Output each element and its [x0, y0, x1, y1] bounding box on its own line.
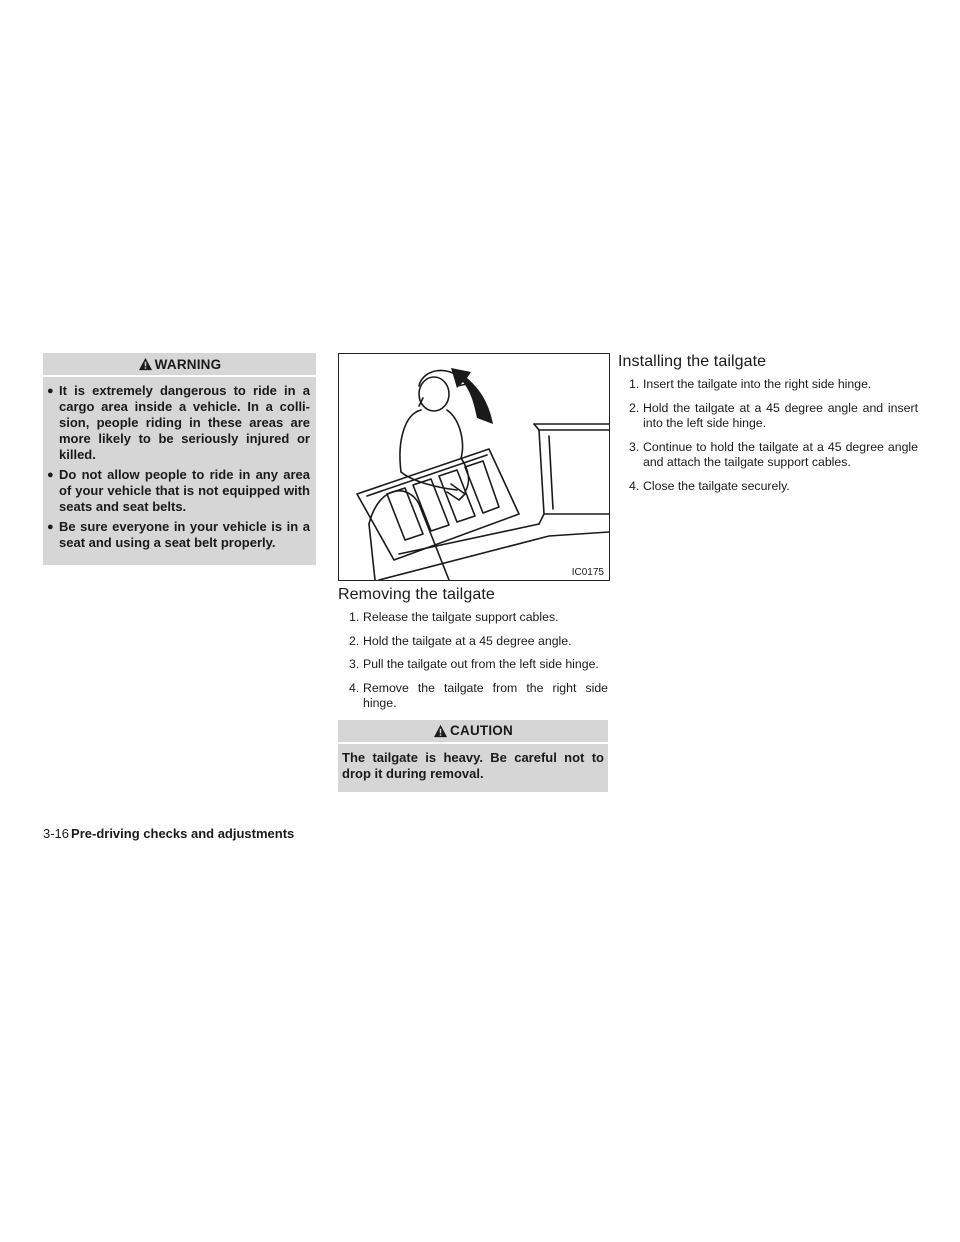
- warning-header: [43, 353, 316, 377]
- bullet-icon: ●: [47, 385, 54, 397]
- caution-header: [338, 720, 608, 744]
- step-item: 1. Release the tailgate support cables.: [349, 610, 559, 624]
- warning-heading: WARNING: [154, 356, 222, 372]
- middle-column: [338, 353, 608, 792]
- left-column: [43, 353, 316, 565]
- step-item: 4. Close the tailgate securely.: [629, 478, 790, 493]
- caution-box: [338, 720, 608, 792]
- page-footer: [43, 826, 294, 841]
- warning-box: [43, 353, 316, 565]
- step-item: 3. Continue to hold the tailgate at a 45 degree angle and attach the tailgate support cables.: [629, 439, 918, 469]
- page-number: 3-16: [43, 826, 70, 841]
- installing-steps: [618, 377, 918, 494]
- step-item: 4. Remove the tailgate from the right side hinge.: [349, 680, 608, 710]
- caution-heading: CAUTION: [450, 723, 513, 738]
- warning-item: ● It is extremely dangerous to ride in a cargo area inside a vehicle. In a colli-sion, people riding in these areas are more likely to be seriously injured or killed.: [47, 383, 310, 462]
- caution-text: The tailgate is heavy. Be careful not to drop it during removal.: [342, 749, 604, 781]
- bullet-icon: ●: [47, 521, 54, 533]
- bullet-icon: ●: [47, 469, 54, 481]
- tailgate-drawing: [339, 354, 609, 580]
- figure-code: IC0175: [571, 567, 604, 578]
- removing-title: Removing the tailgate: [338, 586, 495, 603]
- tailgate-illustration: [338, 353, 610, 581]
- right-column: [618, 353, 918, 502]
- step-item: 2. Hold the tailgate at a 45 degree angle.: [349, 633, 572, 648]
- warning-triangle-icon: [138, 357, 153, 371]
- warning-item: ● Be sure everyone in your vehicle is in a seat and using a seat belt properly.: [47, 519, 310, 550]
- removing-steps: [338, 610, 608, 712]
- caution-triangle-icon: [433, 724, 448, 738]
- step-item: 2. Hold the tailgate at a 45 degree angle and insert into the left side hinge.: [629, 400, 918, 430]
- chapter-title: Pre-driving checks and adjustments: [71, 826, 295, 841]
- step-item: 3. Pull the tailgate out from the left side hinge.: [349, 657, 599, 671]
- installing-title: Installing the tailgate: [618, 353, 767, 370]
- warning-list: [43, 383, 316, 551]
- warning-item: ● Do not allow people to ride in any area of your vehicle that is not equipped with seats and seat belts.: [47, 467, 310, 514]
- step-item: 1. Insert the tailgate into the right side hinge.: [629, 377, 872, 391]
